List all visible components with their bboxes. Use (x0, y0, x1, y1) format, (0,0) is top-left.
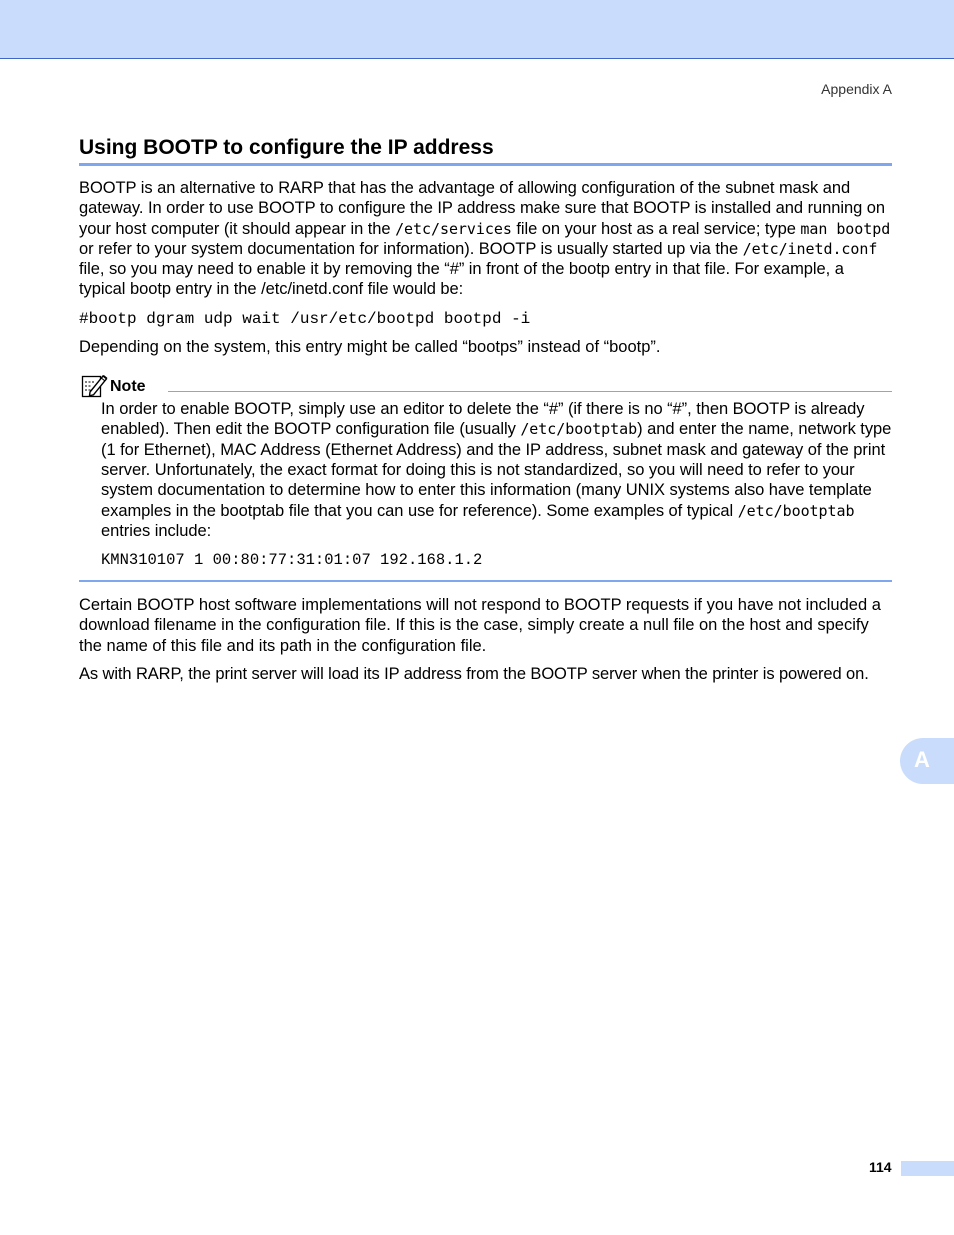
appendix-side-tab (900, 738, 954, 784)
rarp-paragraph: As with RARP, the print server will load its IP address from the BOOTP server when the printer is powered on. (79, 665, 869, 684)
certain-bootp-paragraph: Certain BOOTP host software implementations will not respond to BOOTP requests if you have not included a download filename in the configuration file. If this is the case, simply create a null file on the host and specify the name of this file and its path in the configuration file. (79, 596, 881, 655)
note-pencil-icon (81, 373, 108, 398)
path-etc-bootptab-2: /etc/bootptab (737, 501, 855, 520)
intro-paragraph: BOOTP is an alternative to RARP that has the advantage of allowing configuration of the subnet mask and gateway. In order to use BOOTP to configure the IP address make sure that BOOTP is installed and running on your host computer (it should appear in the /etc/services file on your host as a real service; type man bootpd or refer to your system documentation for information). BOOTP is usually started up via the /etc/inetd.conf file, so you may need to enable it by removing the “#” in front of the bootp entry in that file. For example, a typical bootp entry in the /etc/inetd.conf file would be: (79, 179, 891, 299)
note-top-rule (168, 391, 892, 392)
note-body (101, 399, 892, 570)
footer-bar (901, 1161, 954, 1176)
note-header (79, 375, 892, 399)
depending-paragraph: Depending on the system, this entry might be called “bootps” instead of “bootp”. (79, 337, 661, 356)
note-title: Note (110, 378, 146, 396)
note-bottom-rule (79, 580, 892, 582)
note-paragraph: In order to enable BOOTP, simply use an editor to delete the “#” (if there is no “#”, then BOOTP is already enabled). Then edit the BOOTP configuration file (usually /etc/bootptab) and enter the name, network type (1 for Ethernet), MAC Address (Ethernet Address) and the IP address, subnet mask and gateway of the print server. Unfortunately, the exact format for doing this is not standardized, so you will need to refer to your system documentation to determine how to enter this information (many UNIX systems also have template examples in the bootptab file that you can use for reference). Some examples of typical /etc/bootptab entries include: (101, 400, 892, 540)
section-title: Using BOOTP to configure the IP address (79, 136, 892, 166)
header-band (0, 0, 954, 59)
side-tab-letter: A (914, 747, 930, 772)
path-etc-services: /etc/services (395, 219, 512, 238)
chapter-label: Appendix A (821, 81, 892, 97)
path-etc-inetd-conf: /etc/inetd.conf (742, 239, 878, 258)
page-content (79, 136, 892, 684)
bootptab-example-code: KMN310107 1 00:80:77:31:01:07 192.168.1.2 (101, 551, 483, 570)
bootp-entry-code: #bootp dgram udp wait /usr/etc/bootpd bootpd -i (79, 309, 531, 328)
path-etc-bootptab: /etc/bootptab (520, 420, 638, 439)
page-number: 114 (869, 1159, 892, 1175)
command-man-bootpd: man bootpd (800, 219, 891, 238)
